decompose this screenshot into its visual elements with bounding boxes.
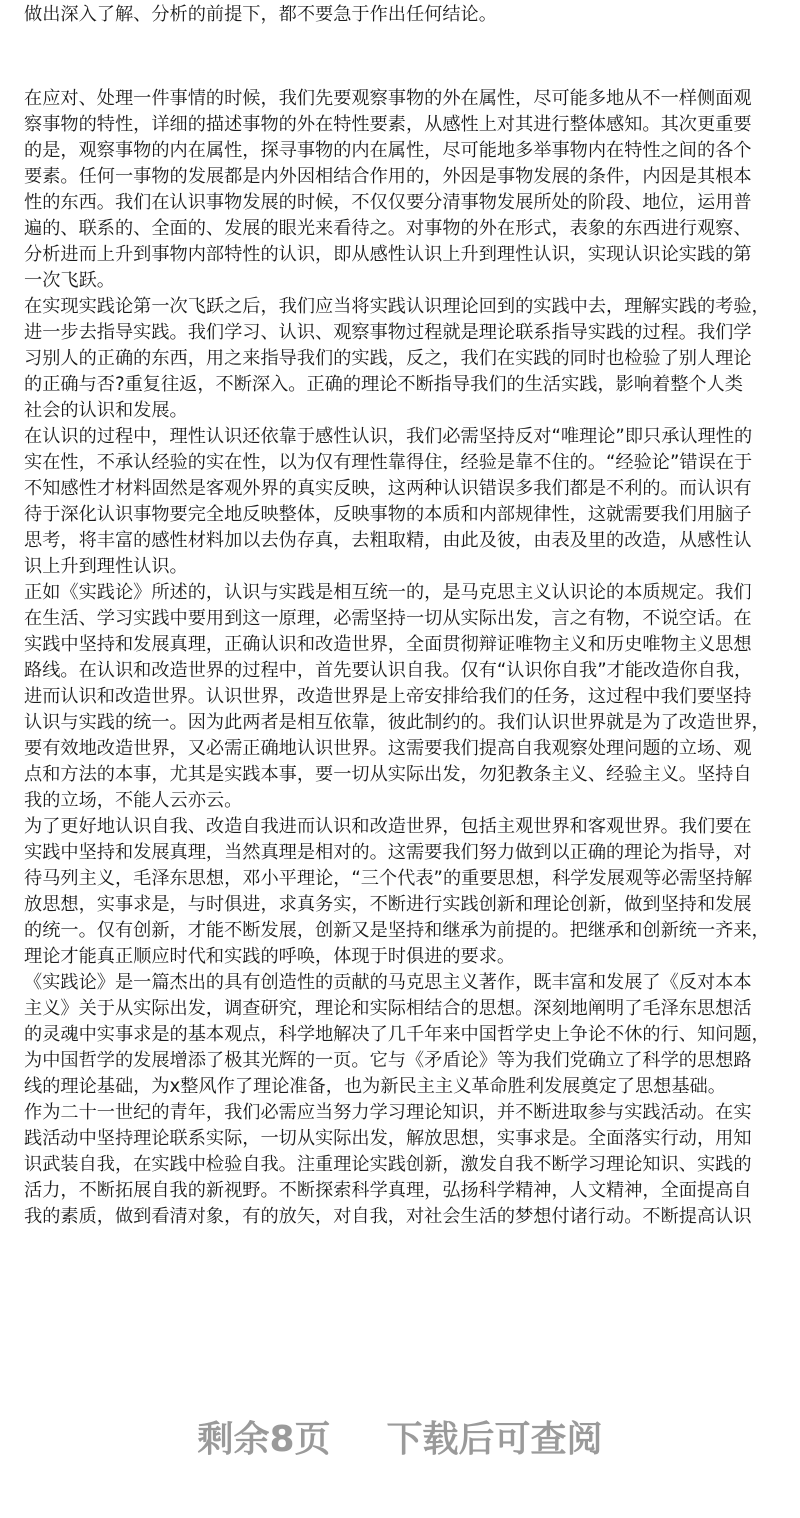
- text-line: 理论才能真正顺应时代和实践的呼唤，体现于时俱进的要求。: [24, 946, 516, 967]
- text-line: 实践中坚持和发展真理，当然真理是相对的。这需要我们努力做到以正确的理论为指导，对: [24, 842, 752, 863]
- text-line: 习别人的正确的东西，用之来指导我们的实践，反之，我们在实践的同时也检验了别人理论: [24, 348, 752, 369]
- text-line: 在认识的过程中，理性认识还依靠于感性认识，我们必需坚持反对“唯理论”即只承认理性的: [24, 426, 753, 447]
- text-line: 进一步去指导实践。我们学习、认识、观察事物过程就是理论联系指导实践的过程。我们学: [24, 322, 752, 343]
- text-line: 识上升到理性认识。: [24, 556, 188, 577]
- text-line: 做出深入了解、分析的前提下，都不要急于作出任何结论。: [24, 4, 497, 25]
- text-line: 分析进而上升到事物内部特性的认识，即从感性认识上升到理性认识，实现认识论实践的第: [24, 244, 752, 265]
- text-line: 遍的、联系的、全面的、发展的眼光来看待之。对事物的外在形式，表象的东西进行观察、: [24, 218, 752, 239]
- text-line: 的是，观察事物的内在属性，探寻事物的内在属性，尽可能地多举事物内在特性之间的各个: [24, 140, 752, 161]
- text-line: 我的素质，做到看清对象，有的放矢，对自我，对社会生活的梦想付诸行动。不断提高认识: [24, 1206, 752, 1227]
- text-line: 主义》关于从实际出发，调查研究，理论和实际相结合的思想。深刻地阐明了毛泽东思想活: [24, 998, 752, 1019]
- text-line: 正如《实践论》所述的，认识与实践是相互统一的，是马克思主义认识论的本质规定。我们: [24, 582, 752, 603]
- text-line: 实践中坚持和发展真理，正确认识和改造世界，全面贯彻辩证唯物主义和历史唯物主义思想: [24, 634, 752, 655]
- text-line: 线的理论基础，为x整风作了理论准备，也为新民主主义革命胜利发展奠定了思想基础。: [24, 1076, 726, 1097]
- text-line: 的灵魂中实事求是的基本观点，科学地解决了几千年来中国哲学史上争论不休的行、知问题，: [24, 1024, 770, 1045]
- text-line: 的统一。仅有创新，才能不断发展，创新又是坚持和继承为前提的。把继承和创新统一齐来，: [24, 920, 770, 941]
- text-line: 思考，将丰富的感性材料加以去伪存真，去粗取精，由此及彼，由表及里的改造，从感性认: [24, 530, 752, 551]
- text-line: 践活动中坚持理论联系实际，一切从实际出发，解放思想，实事求是。全面落实行动，用知: [24, 1128, 752, 1149]
- text-line: 路线。在认识和改造世界的过程中，首先要认识自我。仅有“认识你自我”才能改造你自我，: [24, 660, 753, 681]
- text-line: 察事物的特性，详细的描述事物的外在特性要素，从感性上对其进行整体感知。其次更重要: [24, 114, 752, 135]
- text-line: 识武装自我，在实践中检验自我。注重理论实践创新，激发自我不断学习理论知识、实践的: [24, 1154, 752, 1175]
- text-line: 要有效地改造世界，又必需正确地认识世界。这需要我们提高自我观察处理问题的立场、观: [24, 738, 752, 759]
- download-to-view-label: 下载后可查阅: [386, 1419, 603, 1460]
- text-line: 认识与实践的统一。因为此两者是相互依靠，彼此制约的。我们认识世界就是为了改造世界，: [24, 712, 770, 733]
- text-line: 实在性，不承认经验的实在性，以为仅有理性靠得住，经验是靠不住的。“经验论”错误在于: [24, 452, 753, 473]
- text-line: 在应对、处理一件事情的时候，我们先要观察事物的外在属性，尽可能多地从不一样侧面观: [24, 88, 752, 109]
- text-line: 作为二十一世纪的青年，我们必需应当努力学习理论知识，并不断进取参与实践活动。在实: [24, 1102, 752, 1123]
- text-line: 《实践论》是一篇杰出的具有创造性的贡献的马克思主义著作，既丰富和发展了《反对本本: [24, 972, 752, 993]
- text-line: 为中国哲学的发展增添了极其光辉的一页。它与《矛盾论》等为我们党确立了科学的思想路: [24, 1050, 752, 1071]
- text-line: 我的立场，不能人云亦云。: [24, 790, 243, 811]
- text-line: 为了更好地认识自我、改造自我进而认识和改造世界，包括主观世界和客观世界。我们要在: [24, 816, 752, 837]
- text-line: 活力，不断拓展自我的新视野。不断探索科学真理，弘扬科学精神，人文精神，全面提高自: [24, 1180, 752, 1201]
- text-line: 性的东西。我们在认识事物发展的时候，不仅仅要分清事物发展所处的阶段、地位，运用普: [24, 192, 752, 213]
- text-line: 不知感性才材料固然是客观外界的真实反映，这两种认识错误多我们都是不利的。而认识有: [24, 478, 752, 499]
- download-prompt[interactable]: [0, 1416, 800, 1464]
- remaining-pages-label: 剩余8页: [197, 1419, 331, 1460]
- text-line: 点和方法的本事，尤其是实践本事，要一切从实际出发，勿犯教条主义、经验主义。坚持自: [24, 764, 752, 785]
- text-line: 一次飞跃。: [24, 270, 115, 291]
- text-line: 待马列主义，毛泽东思想，邓小平理论，“三个代表”的重要思想，科学发展观等必需坚持解: [24, 868, 753, 889]
- text-line: 社会的认识和发展。: [24, 400, 188, 421]
- text-line: 在生活、学习实践中要用到这一原理，必需坚持一切从实际出发，言之有物，不说空话。在: [24, 608, 752, 629]
- text-line: 要素。任何一事物的发展都是内外因相结合作用的，外因是事物发展的条件，内因是其根本: [24, 166, 752, 187]
- text-line: 在实现实践论第一次飞跃之后，我们应当将实践认识理论回到的实践中去，理解实践的考验，: [24, 296, 770, 317]
- text-line: 待于深化认识事物要完全地反映整体，反映事物的本质和内部规律性，这就需要我们用脑子: [24, 504, 752, 525]
- text-line: 放思想，实事求是，与时俱进，求真务实，不断进行实践创新和理论创新，做到坚持和发展: [24, 894, 752, 915]
- text-line: 进而认识和改造世界。认识世界，改造世界是上帝安排给我们的任务，这过程中我们要坚持: [24, 686, 752, 707]
- text-line: 的正确与否?重复往返，不断深入。正确的理论不断指导我们的生活实践，影响着整个人类: [24, 374, 743, 395]
